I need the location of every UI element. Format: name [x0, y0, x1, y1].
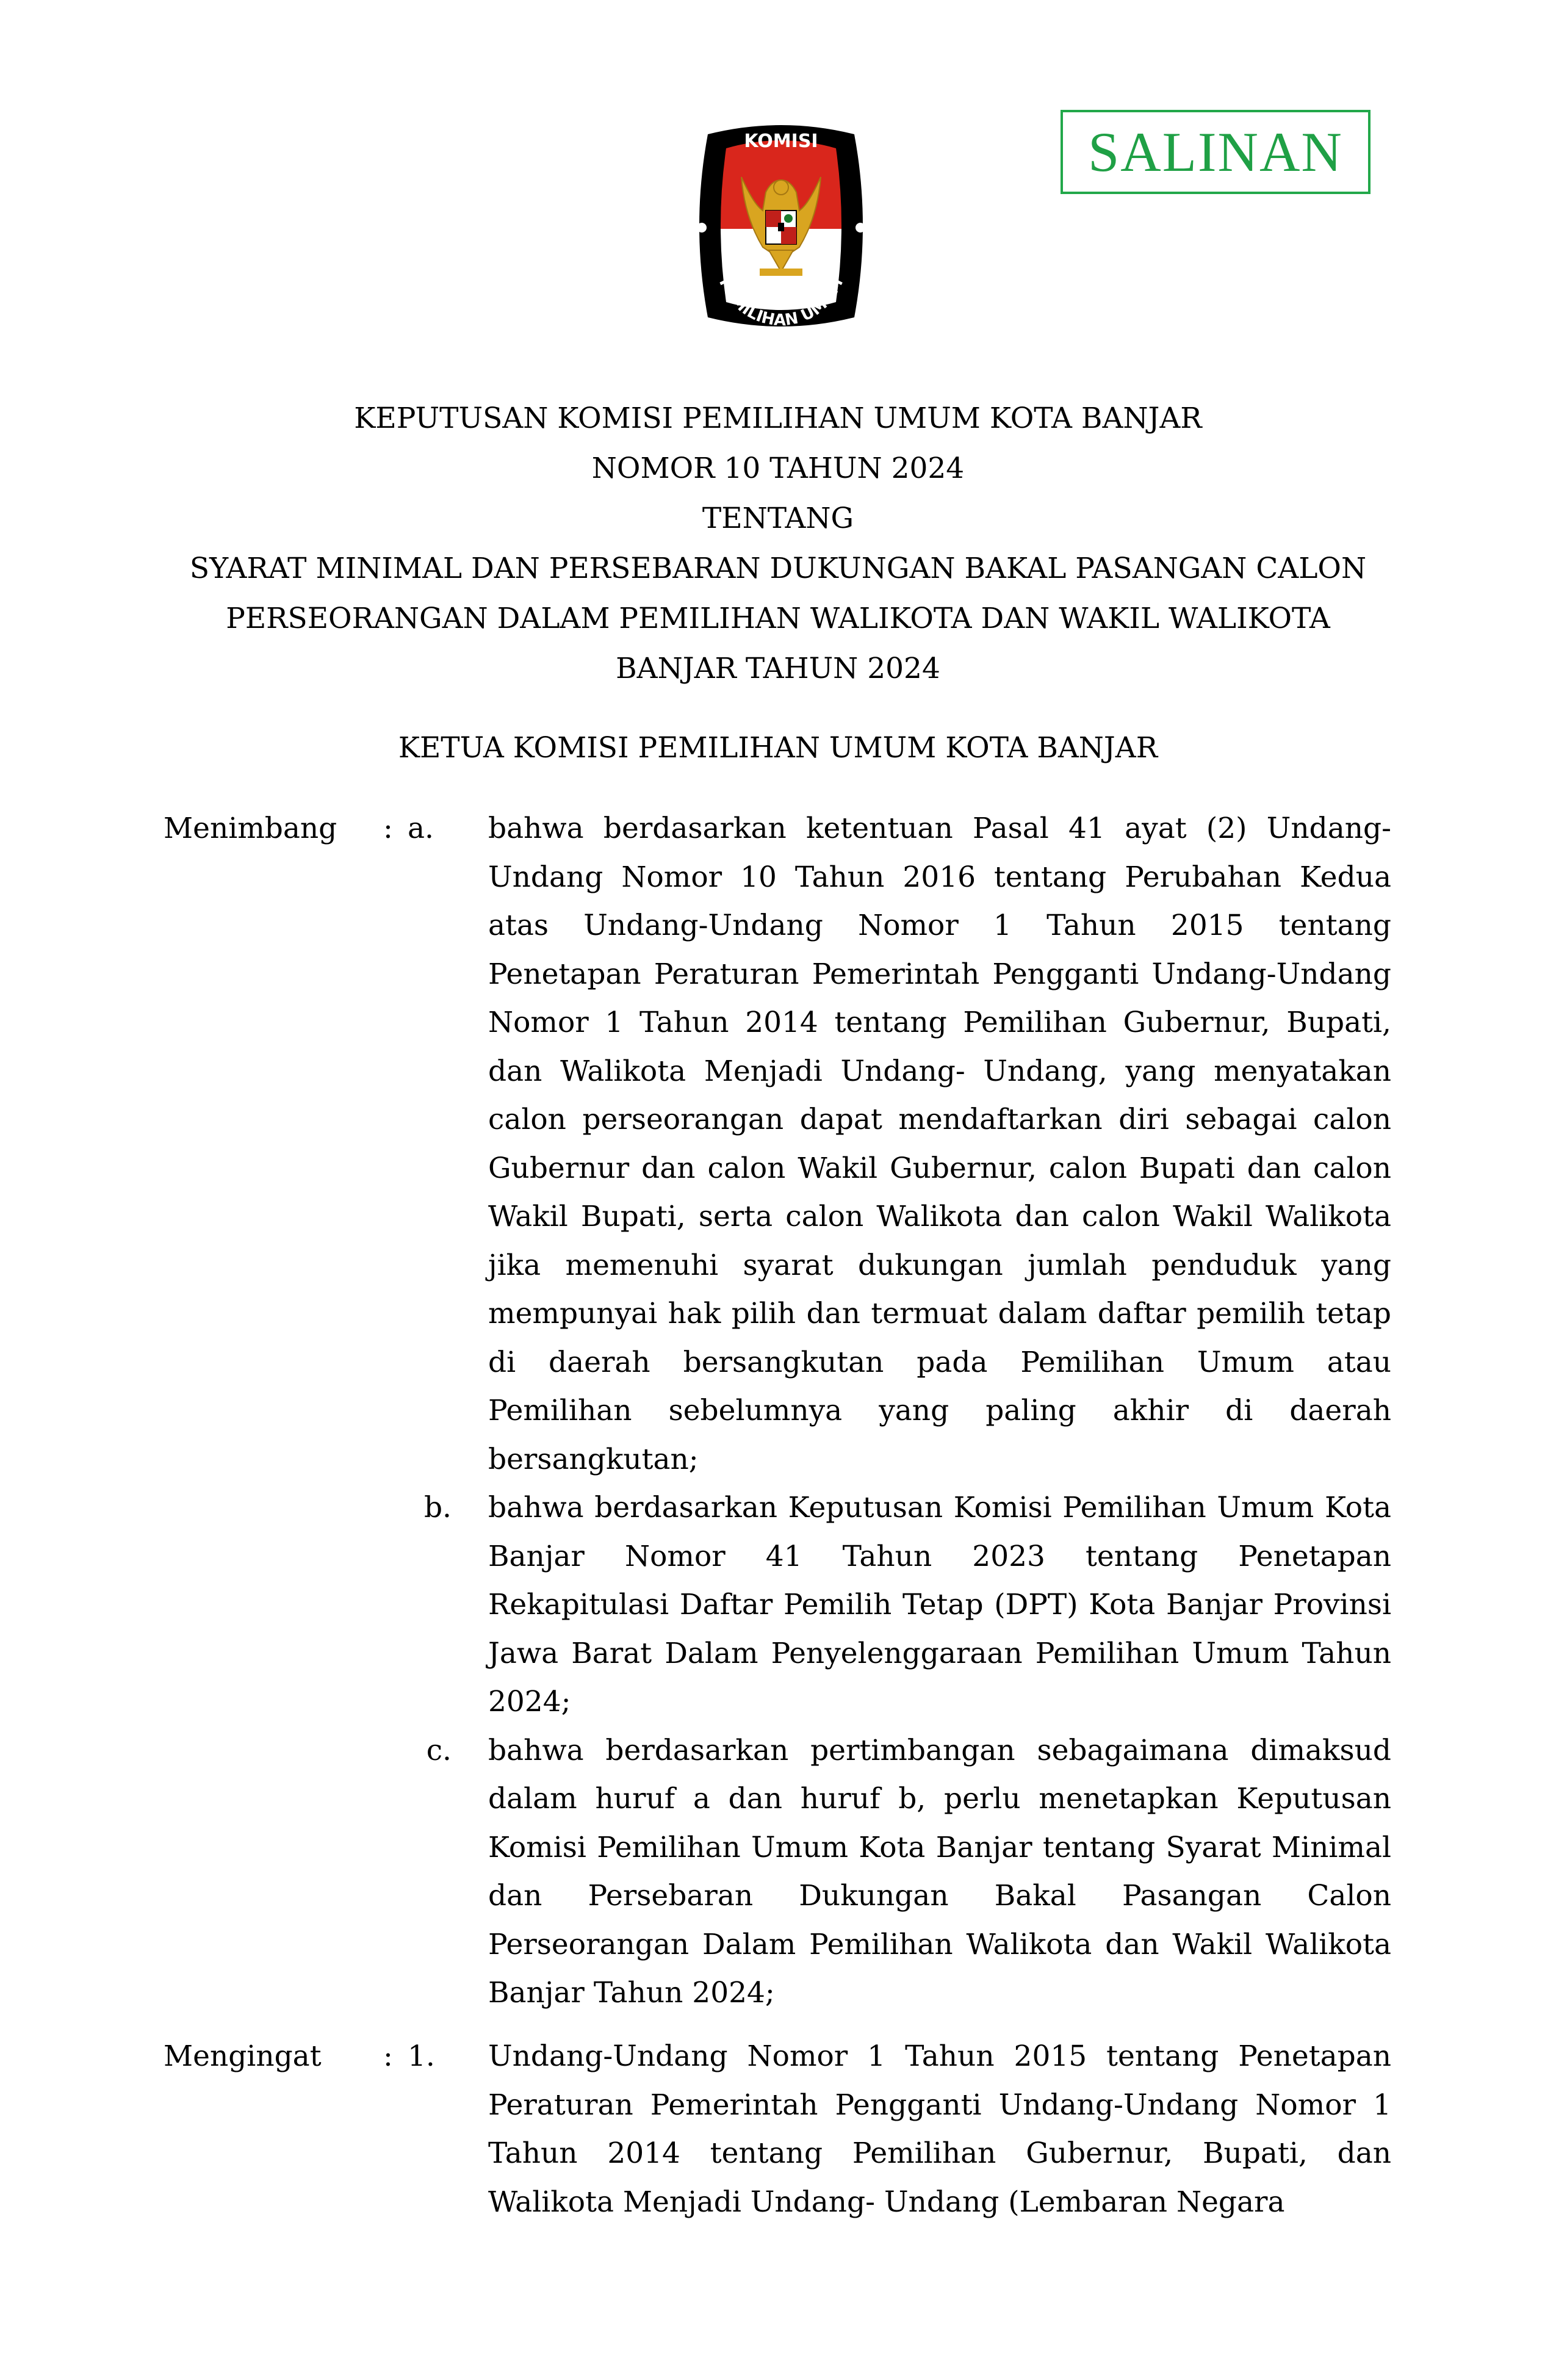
title-line-2: NOMOR 10 TAHUN 2024 [591, 452, 965, 485]
stamp-label: SALINAN [1088, 121, 1343, 183]
mengingat-section [164, 2032, 1396, 2226]
item-marker: 1. [408, 2039, 435, 2073]
mengingat-label: Mengingat [164, 2039, 322, 2073]
menimbang-colon: : [383, 812, 393, 845]
title-line-5: PERSEORANGAN DALAM PEMILIHAN WALIKOTA DAN WAKIL WALIKOTA [226, 602, 1330, 635]
item-text: Undang-Undang Nomor 1 Tahun 2015 tentang Penetapan Peraturan Pemerintah Pengganti Undang-Undang Nomor 1 Tahun 2014 tentang Pemilihan Gubernur, Bupati, dan Walikota Menjadi Undang- Undang (Lembaran Negara [488, 2039, 1391, 2219]
menimbang-label: Menimbang [164, 812, 337, 845]
issuer-heading: KETUA KOMISI PEMILIHAN UMUM KOTA BANJAR [398, 731, 1158, 765]
item-text: bahwa berdasarkan Keputusan Komisi Pemilihan Umum Kota Banjar Nomor 41 Tahun 2023 tentang Penetapan Rekapitulasi Daftar Pemilih Tetap (DPT) Kota Banjar Provinsi Jawa Barat Dalam Penyelenggaraan Pemilihan Umum Tahun 2024; [488, 1491, 1391, 1718]
logo-bottom-text: PEMILIHAN UMUM [715, 275, 848, 330]
menimbang-item [164, 1484, 1396, 1726]
menimbang-section [164, 804, 1396, 2018]
item-marker: b. [423, 1491, 452, 1524]
menimbang-item [164, 804, 1396, 1484]
title-line-1: KEPUTUSAN KOMISI PEMILIHAN UMUM KOTA BANJAR [354, 402, 1202, 435]
mengingat-item [164, 2032, 1396, 2226]
title-line-3: TENTANG [702, 502, 854, 535]
item-marker: c. [426, 1733, 452, 1767]
kpu-logo [683, 119, 879, 333]
kpu-emblem-icon [683, 119, 879, 333]
item-text: bahwa berdasarkan pertimbangan sebagaimana dimaksud dalam huruf a dan huruf b, perlu menetapkan Keputusan Komisi Pemilihan Umum Kota Banjar tentang Syarat Minimal dan Persebaran Dukungan Bakal Pasangan Calon Perseorangan Dalam Pemilihan Walikota dan Wakil Walikota Banjar Tahun 2024; [488, 1733, 1391, 2010]
logo-top-text: KOMISI [744, 131, 818, 152]
menimbang-item [164, 1726, 1396, 2018]
document-title [0, 394, 1556, 694]
title-line-6: BANJAR TAHUN 2024 [616, 652, 940, 685]
salinan-stamp [1061, 110, 1371, 194]
mengingat-colon: : [383, 2039, 393, 2073]
title-line-4: SYARAT MINIMAL DAN PERSEBARAN DUKUNGAN BAKAL PASANGAN CALON [189, 552, 1367, 585]
item-text: bahwa berdasarkan ketentuan Pasal 41 ayat (2) Undang-Undang Nomor 10 Tahun 2016 tentang Perubahan Kedua atas Undang-Undang Nomor 1 Tahun 2015 tentang Penetapan Peraturan Pemerintah Pengganti Undang-Undang Nomor 1 Tahun 2014 tentang Pemilihan Gubernur, Bupati, dan Walikota Menjadi Undang- Undang, yang menyatakan calon perseorangan dapat mendaftarkan diri sebagai calon Gubernur dan calon Wakil Gubernur, calon Bupati dan calon Wakil Bupati, serta calon Walikota dan calon Wakil Walikota jika memenuhi syarat dukungan jumlah penduduk yang mempunyai hak pilih dan termuat dalam daftar pemilih tetap di daerah bersangkutan pada Pemilihan Umum atau Pemilihan sebelumnya yang paling akhir di daerah bersangkutan; [488, 812, 1391, 1476]
item-marker: a. [408, 812, 434, 845]
